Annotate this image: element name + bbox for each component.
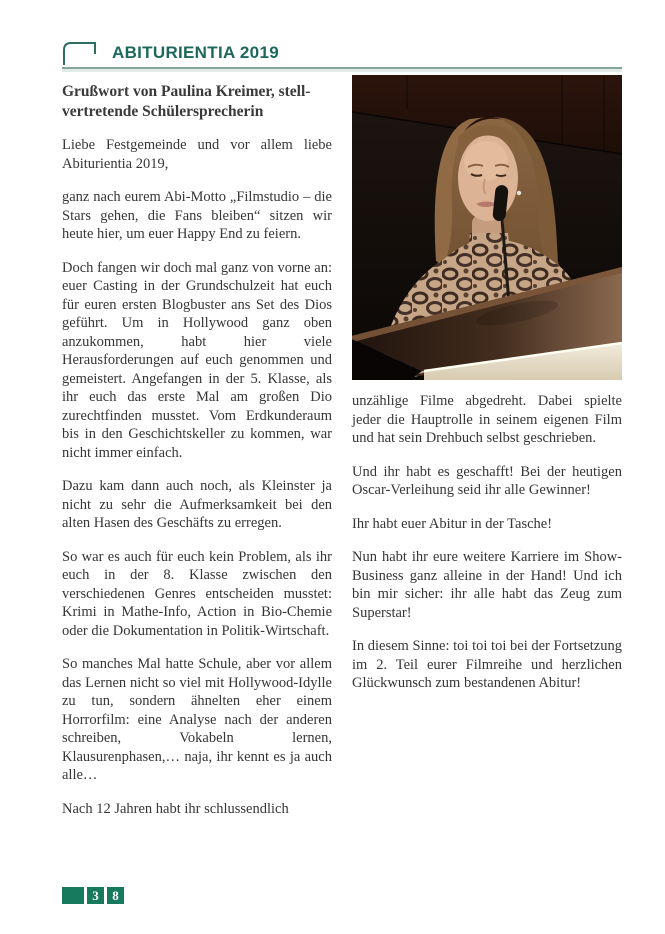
page-number-digit-1: 3 <box>87 887 104 904</box>
paragraph-kleinster: Dazu kam dann auch noch, als Kleinster ja nicht zu sehr die Aufmerksamkeit bei den alten Hasen des Geschäfts zu erregen. <box>62 478 332 531</box>
page-footer <box>62 887 124 904</box>
left-column <box>62 75 332 818</box>
paragraph-abitur-tasche: Ihr habt euer Abitur in der Tasche! <box>352 515 553 532</box>
paragraph-oscar: Und ihr habt es geschafft! Bei der heutigen Oscar-Verleihung seid ihr alle Gewinner! <box>352 463 622 498</box>
paragraph-horrorfilm: So manches Mal hatte Schule, aber vor allem das Lernen nicht so viel mit Hollywood-Idylle zu tun, sondern ähnelten eher einem Horrorfilm: eine Analyse nach der anderen schreiben, Vokabeln lernen, Klausurenphasen,… naja, ihr kennt es ja auch alle… <box>62 656 332 783</box>
paragraph-genres: So war es auch für euch kein Problem, als ihr euch in der 8. Klasse zwischen den verschiedenen Genres entscheiden musstet: Krimi in Mathe-Info, Action in Bio-Chemie oder die Dokumentation in Politik-Wirtschaft. <box>62 548 332 639</box>
paragraph-glueckwunsch: In diesem Sinne: toi toi toi bei der Fortsetzung im 2. Teil eurer Filmreihe und herzlichen Glückwunsch zum bestandenen Abitur! <box>352 638 622 691</box>
paragraph-grundschule: Doch fangen wir doch mal ganz von vorne an: euer Casting in der Grundschulzeit hat euch für euren ersten Blogbuster ans Set des Dios geführt. Um in Hollywood ganz oben anzukommen, habt hier viele Herausforderungen auf euch genommen und gemeistert. Angefangen in der 5. Klasse, als ihr euch das erste Mal am großen Dio zurechtfinden musstet. Vom Erdkunderaum bis in den Geschichtskeller zu kommen, war nicht immer einfach. <box>62 259 332 461</box>
paragraph-12-jahre: Nach 12 Jahren habt ihr schlussendlich <box>62 800 289 817</box>
speaker-photo <box>352 75 622 380</box>
right-column <box>352 75 622 818</box>
paragraph-karriere: Nun habt ihr eure weitere Karriere im Show-Business ganz alleine in der Hand! Und ich bin mir sicher: ihr alle habt das Zeug zum Superstar! <box>352 549 622 621</box>
page-header <box>62 38 622 69</box>
page-number-digit-2: 8 <box>107 887 124 904</box>
article-heading-line-2: vertretende Schülersprecherin <box>62 102 264 120</box>
paragraph-motto: ganz nach eurem Abi-Motto „Filmstudio – die Stars gehen, die Fans bleiben“ sitzen wir heute hier, um euer Happy End zu feiern. <box>62 189 332 242</box>
page-number-decoration <box>62 887 84 904</box>
article-heading-line-1: Grußwort von Paulina Kreimer, stell- <box>62 83 311 100</box>
header-tab-icon <box>62 40 102 66</box>
speaker-photo-image <box>352 75 622 380</box>
paragraph-filme: unzählige Filme abgedreht. Dabei spielte jeder die Hauptrolle in seinem eigenen Film und hat sein Drehbuch selbst geschrieben. <box>352 393 622 446</box>
article-columns <box>62 75 622 818</box>
article-heading <box>62 82 332 121</box>
paragraph-salutation: Liebe Festgemeinde und vor allem liebe Abiturientia 2019, <box>62 137 332 172</box>
page-title: ABITURIENTIA 2019 <box>112 42 279 62</box>
